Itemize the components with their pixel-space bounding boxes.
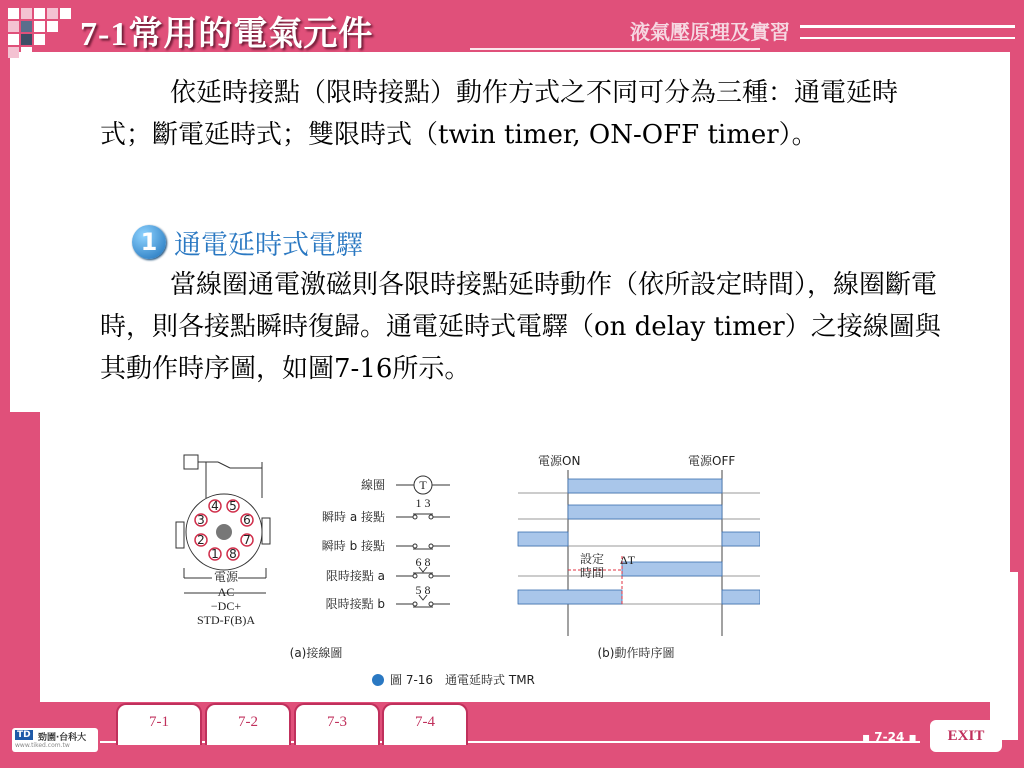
model-label: STD-F(B)A — [196, 613, 256, 627]
publisher-url: www.tiked.com.tw — [15, 742, 70, 749]
header-rule — [800, 37, 1015, 39]
symbol-label: 線圈 — [360, 478, 385, 492]
section-number-badge: 1 — [132, 225, 166, 259]
course-title: 液氣壓原理及實習 — [630, 20, 790, 44]
publisher-name: 勁園‧台科大 — [38, 733, 87, 743]
caption-bullet-icon — [372, 674, 384, 686]
coil-letter: T — [419, 478, 427, 492]
power-on-label: 電源ON — [538, 454, 581, 468]
dc-label: −DC+ — [210, 599, 242, 613]
symbol-label: 瞬時 a 接點 — [322, 510, 385, 524]
timing-pulse — [568, 505, 722, 519]
symbol-label: 限時接點 a — [325, 569, 385, 583]
section-heading — [132, 222, 363, 262]
tab-7-3[interactable]: 7-3 — [294, 703, 380, 745]
wiring-subcaption: (a)接線圖 — [289, 646, 343, 660]
timing-chart — [518, 454, 760, 660]
timing-pulse — [518, 532, 568, 546]
section-paragraph — [100, 264, 948, 390]
set-time-label: 時間 — [580, 566, 605, 580]
socket-pin-number: 6 — [243, 513, 251, 527]
publisher-logo — [12, 728, 98, 752]
intro-paragraph — [100, 72, 948, 156]
socket-pin-number: 8 — [229, 547, 237, 561]
tab-7-1[interactable]: 7-1 — [116, 703, 202, 745]
header-rule — [800, 25, 1015, 28]
figure-caption: 圖 7-16 通電延時式 TMR — [390, 673, 535, 687]
publisher-mark: TD — [17, 730, 31, 740]
power-off-label: 電源OFF — [688, 454, 736, 468]
timing-pulse — [518, 590, 622, 604]
symbol-pins: 5 8 — [415, 583, 431, 597]
socket-pin-number: 7 — [243, 533, 251, 547]
socket-pin-number: 1 — [211, 547, 219, 561]
tab-7-4[interactable]: 7-4 — [382, 703, 468, 745]
timing-pulse — [722, 532, 760, 546]
timing-pulse — [568, 479, 722, 493]
section-title: 通電延時式電驛 — [174, 229, 363, 261]
socket-pin-number: 2 — [197, 533, 205, 547]
delta-t-label: ΔT — [620, 553, 636, 567]
symbol-label: 瞬時 b 接點 — [321, 539, 385, 553]
page-title: 7-1常用的電氣元件 — [80, 16, 374, 53]
corner-decoration — [8, 8, 80, 60]
wiring-diagram — [176, 455, 342, 660]
symbol-label: 限時接點 b — [325, 597, 385, 611]
content-panel-left — [10, 52, 44, 412]
socket-pin-number: 5 — [229, 499, 237, 513]
symbol-pins: 6 8 — [415, 555, 431, 569]
contact-symbols — [322, 476, 450, 611]
power-label: 電源 — [213, 570, 239, 584]
section-paragraph-text: 當線圈通電激磁則各限時接點延時動作（依所設定時間），線圈斷電時，則各接點瞬時復歸。通電延時式電驛（on delay timer）之接線圖與其動作時序圖，如圖7-16所示。 — [100, 270, 941, 384]
exit-button[interactable]: EXIT — [930, 720, 1002, 752]
set-time-label: 設定 — [580, 552, 605, 566]
ac-label: AC — [217, 585, 235, 599]
timing-pulse — [722, 590, 760, 604]
tab-7-2[interactable]: 7-2 — [205, 703, 291, 745]
socket-pin-number: 4 — [211, 499, 219, 513]
figure-7-16 — [170, 448, 760, 698]
timing-pulse — [622, 562, 722, 576]
intro-paragraph-text: 依延時接點（限時接點）動作方式之不同可分為三種：通電延時式；斷電延時式；雙限時式（twin timer, ON-OFF timer）。 — [100, 78, 899, 150]
header-rule — [470, 48, 760, 50]
symbol-pins: 1 3 — [415, 496, 431, 510]
timing-subcaption: (b)動作時序圖 — [597, 646, 675, 660]
page-number: ▪ 7-24 ▪ — [862, 730, 917, 744]
socket-pin-number: 3 — [197, 513, 205, 527]
